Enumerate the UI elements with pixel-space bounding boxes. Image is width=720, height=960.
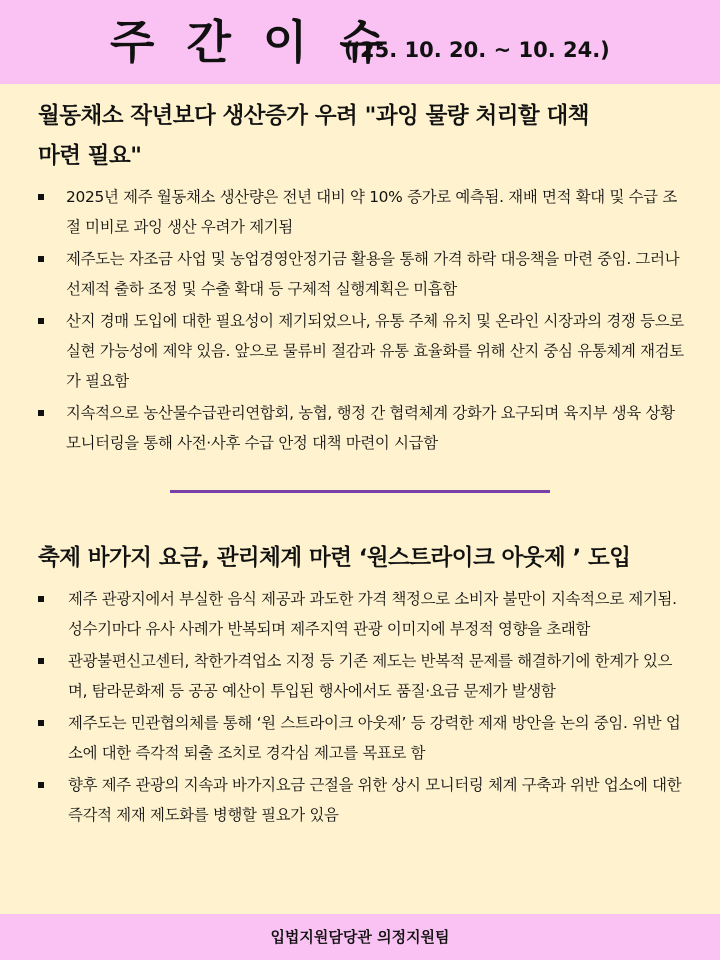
bullet-text: 2025년 제주 월동채소 생산량은 전년 대비 약 10% 증가로 예측됨. 재배 면적 확대 및 수급 조절 미비로 과잉 생산 우려가 제기됨 [66,188,677,236]
square-bullet-icon [38,410,44,416]
section-divider [170,490,550,493]
bullet-text: 지속적으로 농산물수급관리연합회, 농협, 행정 간 협력체계 강화가 요구되며 육지부 생육 상황 모니터링을 통해 사전·사후 수급 안정 대책 마련이 시급함 [66,404,675,452]
bullet-text: 제주도는 자조금 사업 및 농업경영안정기금 활용을 통해 가격 하락 대응책을 마련 중임. 그러나 선제적 출하 조정 및 수출 확대 등 구체적 실행계획은 미흡함 [66,250,680,298]
square-bullet-icon [38,782,44,788]
square-bullet-icon [38,318,44,324]
issue-section-1 [38,96,688,460]
bullet-text: 산지 경매 도입에 대한 필요성이 제기되었으나, 유통 주체 유치 및 온라인 시장과의 경쟁 등으로 실현 가능성에 제약 있음. 앞으로 물류비 절감과 유통 효율화를 위해 산지 중심 유통체계 재검토가 필요함 [66,312,684,390]
page-title: 주 간 이 슈 [110,15,392,69]
list-item [38,770,688,830]
issue-1-bullet-list [38,182,688,458]
list-item [38,306,688,396]
square-bullet-icon [38,658,44,664]
issue-2-bullet-list [38,584,688,830]
footer-text: 입법지원담당관 의정지원팀 [270,928,450,946]
bullet-text: 제주도는 민관협의체를 통해 ‘원 스트라이크 아웃제’ 등 강력한 제재 방안을 논의 중임. 위반 업소에 대한 즉각적 퇴출 조치로 경각심 제고를 목표로 함 [68,714,681,762]
issue-heading-1-line1: 월동채소 작년보다 생산증가 우려 "과잉 물량 처리할 대책 [38,103,589,129]
issue-heading-2 [38,538,688,578]
date-range: ('25. 10. 20. ~ 10. 24.) [344,38,610,62]
list-item [38,398,688,458]
square-bullet-icon [38,720,44,726]
issue-heading-2-line1: 축제 바가지 요금, 관리체계 마련 ‘원스트라이크 아웃제 ’ 도입 [38,545,631,571]
issue-section-2 [38,538,688,832]
list-item [38,646,688,706]
square-bullet-icon [38,596,44,602]
list-item [38,182,688,242]
header-banner [0,0,720,84]
list-item [38,244,688,304]
footer-banner [0,914,720,960]
square-bullet-icon [38,256,44,262]
bullet-text: 제주 관광지에서 부실한 음식 제공과 과도한 가격 책정으로 소비자 불만이 지속적으로 제기됨. 성수기마다 유사 사례가 반복되며 제주지역 관광 이미지에 부정적 영향을 초래함 [68,590,677,638]
issue-heading-1-line2: 마련 필요" [38,143,142,169]
square-bullet-icon [38,194,44,200]
list-item [38,584,688,644]
bullet-text: 향후 제주 관광의 지속과 바가지요금 근절을 위한 상시 모니터링 체계 구축과 위반 업소에 대한 즉각적 제재 제도화를 병행할 필요가 있음 [68,776,682,824]
list-item [38,708,688,768]
issue-heading-1 [38,96,688,176]
bullet-text: 관광불편신고센터, 착한가격업소 지정 등 기존 제도는 반복적 문제를 해결하기에 한계가 있으며, 탐라문화제 등 공공 예산이 투입된 행사에서도 품질·요금 문제가 발생함 [68,652,673,700]
